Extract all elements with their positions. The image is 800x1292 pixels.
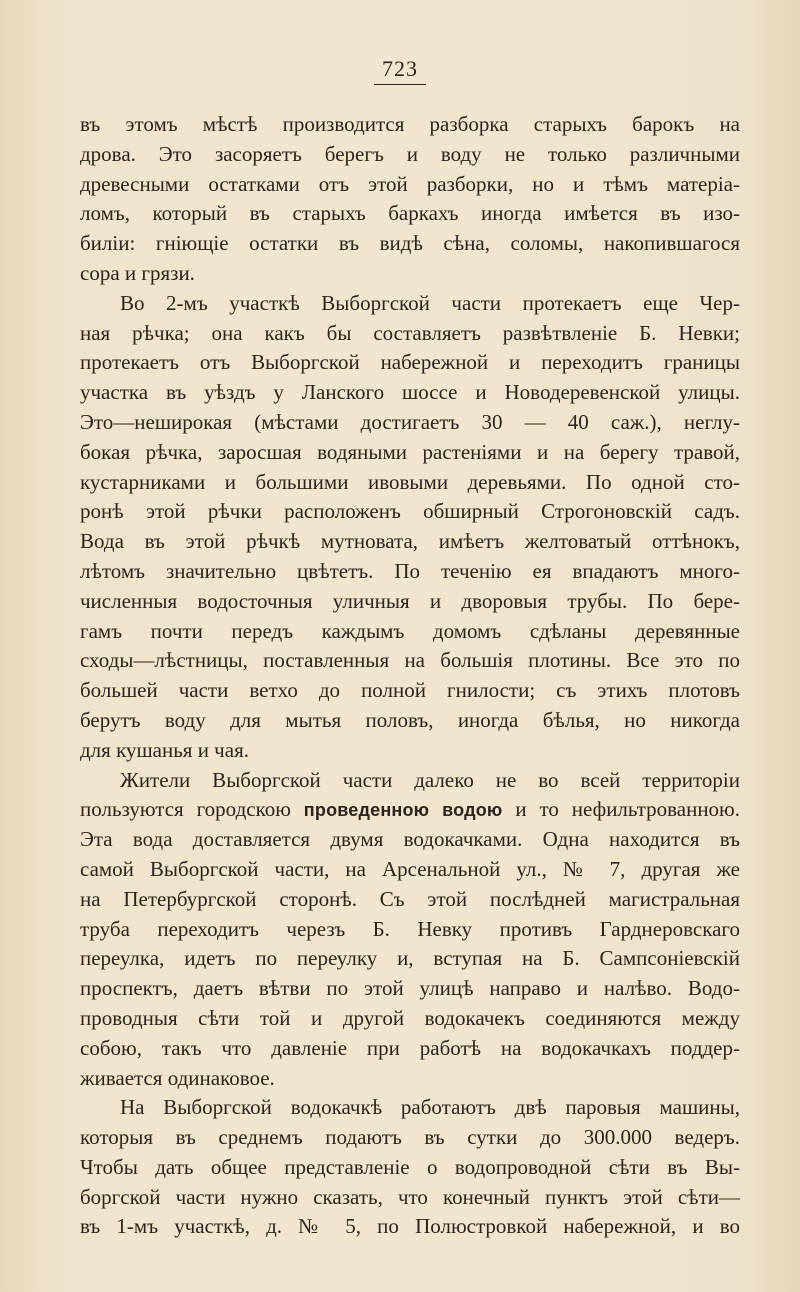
text-line: Во 2-мъ участкѣ Выборгской части протекаетъ еще Чер- — [120, 290, 740, 315]
text-line: Жители Выборгской части далеко не во всей территоріи — [120, 767, 740, 792]
text-line: численныя водосточныя уличныя и дворовыя трубы. По бере- — [80, 588, 740, 613]
text-line: биліи: гніющіе остатки въ видѣ сѣна, соломы, накопившагося — [80, 231, 740, 256]
text-line: Вода въ этой рѣчкѣ мутновата, имѣетъ желтоватый оттѣнокъ, — [80, 529, 740, 554]
text-line: ломъ, который въ старыхъ баркахъ иногда имѣется въ изо- — [80, 201, 740, 226]
text-line: берутъ воду для мытья половъ, иногда бѣлья, но никогда — [80, 707, 740, 732]
text-line: переулка, идетъ по переулку и, вступая на Б. Сампсоніевскій — [80, 946, 740, 971]
text-line: собою, такъ что давленіе при работѣ на водокачкахъ поддер- — [80, 1035, 740, 1060]
paragraph — [80, 1093, 740, 1242]
page-number: 723 — [0, 56, 800, 85]
text-line: Это—неширокая (мѣстами достигаетъ 30 — 40 саж.), неглу- — [80, 409, 740, 434]
paragraph — [80, 110, 740, 289]
text-line: Эта вода доставляется двумя водокачками. Одна находится въ — [80, 827, 740, 852]
text-line: древесными остатками отъ этой разборки, но и тѣмъ матеріа- — [80, 171, 740, 196]
text-line: лѣтомъ значительно цвѣтетъ. По теченію ея впадаютъ много- — [80, 558, 740, 583]
text-line: боргской части нужно сказать, что конечный пунктъ этой сѣти— — [80, 1184, 740, 1209]
text-line: участка въ уѣздъ у Ланского шоссе и Новодеревенской улицы. — [80, 380, 740, 405]
text-line: кустарниками и большими ивовыми деревьями. По одной сто- — [80, 469, 740, 494]
paragraph — [80, 766, 740, 1094]
text-line: въ 1-мъ участкѣ, д. № 5, по Полюстровкой набережной, и во — [80, 1214, 740, 1239]
text-line: На Выборгской водокачкѣ работаютъ двѣ паровыя машины, — [120, 1095, 740, 1120]
stamped-phrase: проведенною водою — [303, 800, 503, 821]
text-line-segment: и то нефильтрованною. — [502, 797, 740, 822]
text-line: бокая рѣчка, заросшая водяными растеніями и на берегу травой, — [80, 439, 740, 464]
text-line: дрова. Это засоряетъ берегъ и воду не только различными — [80, 141, 740, 166]
paragraph — [80, 289, 740, 766]
text-line: ная рѣчка; она какъ бы составляетъ развѣтвленіе Б. Невки; — [80, 320, 740, 345]
text-line: сходы—лѣстницы, поставленныя на большія плотины. Все это по — [80, 648, 740, 673]
text-line: ронѣ этой рѣчки расположенъ обширный Строгоновскій садъ. — [80, 499, 740, 524]
text-line: труба переходитъ черезъ Б. Невку противъ Гарднеровскаго — [80, 916, 740, 941]
text-line: которыя въ среднемъ подаютъ въ сутки до 300.000 ведеръ. — [80, 1125, 740, 1150]
text-line: для кушанья и чая. — [80, 737, 249, 762]
text-line: протекаетъ отъ Выборгской набережной и переходитъ границы — [80, 350, 740, 375]
text-line: Чтобы дать общее представленіе о водопроводной сѣти въ Вы- — [80, 1154, 740, 1179]
text-line: въ этомъ мѣстѣ производится разборка старыхъ барокъ на — [80, 112, 740, 136]
text-line: гамъ почти передъ каждымъ домомъ сдѣланы деревянные — [80, 618, 740, 643]
text-line: сора и грязи. — [80, 260, 195, 285]
text-line-segment: пользуются городскою — [80, 797, 304, 822]
text-line: большей части ветхо до полной гнилости; съ этихъ плотовъ — [80, 678, 740, 703]
text-line: проводныя сѣти той и другой водокачекъ соединяются между — [80, 1005, 740, 1030]
text-line: самой Выборгской части, на Арсенальной ул., № 7, другая же — [80, 856, 740, 881]
text-line: живается одинаковое. — [80, 1065, 275, 1090]
text-line — [80, 795, 740, 825]
body-text — [80, 110, 740, 1242]
text-line: проспектъ, даетъ вѣтви по этой улицѣ направо и налѣво. Водо- — [80, 976, 740, 1001]
text-line: на Петербургской сторонѣ. Съ этой послѣдней магистральная — [80, 886, 740, 911]
